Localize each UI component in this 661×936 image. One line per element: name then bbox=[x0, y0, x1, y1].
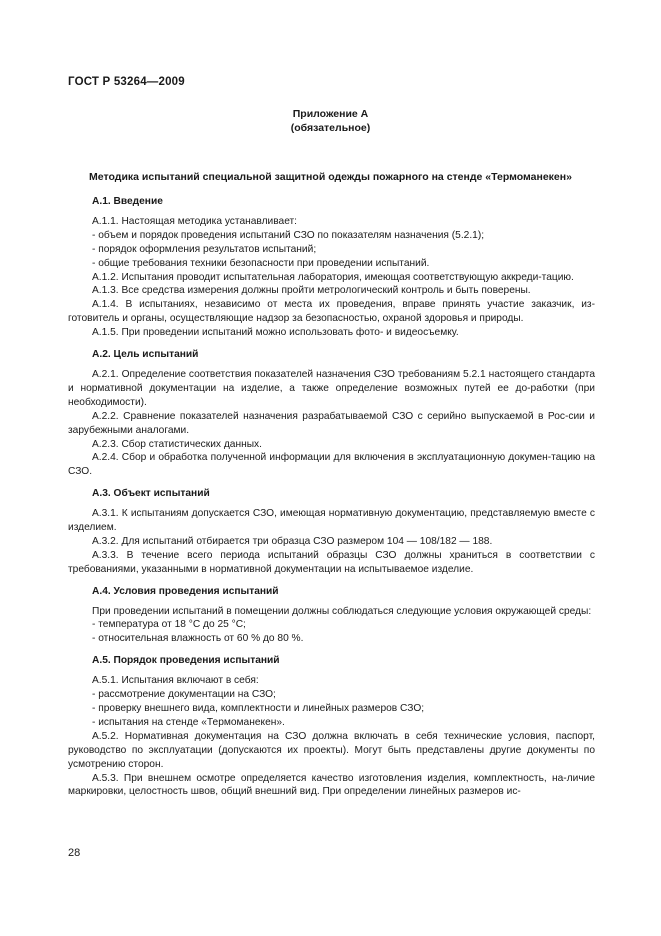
section-heading: А.3. Объект испытаний bbox=[92, 488, 210, 500]
paragraph: А.1.4. В испытаниях, независимо от места их проведения, вправе принять участие заказчик, из-готовитель и органы, осуществляющие надзор за безопасностью, охраной здоровья и природы. bbox=[68, 299, 595, 325]
paragraph: А.2.2. Сравнение показателей назначения разрабатываемой СЗО с серийно выпускаемой в Рос-сии и зарубежными аналогами. bbox=[68, 410, 595, 436]
section-a3 bbox=[68, 487, 595, 576]
paragraph: А.1.2. Испытания проводит испытательная лаборатория, имеющая соответствующую аккреди-тацию. bbox=[92, 271, 574, 283]
paragraph: А.5.3. При внешнем осмотре определяется качество изготовления изделия, комплектность, на-личие маркировки, целостность швов, общий внешний вид. При определении линейных размеров ис- bbox=[68, 772, 595, 798]
section-heading: А.5. Порядок проведения испытаний bbox=[92, 655, 280, 667]
paragraph: А.3.2. Для испытаний отбирается три образца СЗО размером 104 — 108/182 — 188. bbox=[92, 535, 493, 547]
paragraph: - температура от 18 °С до 25 °С; bbox=[92, 619, 246, 631]
paragraph: А.2.3. Сбор статистических данных. bbox=[92, 438, 262, 450]
paragraph: А.1.5. При проведении испытаний можно использовать фото- и видеосъемку. bbox=[92, 327, 459, 339]
paragraph: - проверку внешнего вида, комплектности и линейных размеров СЗО; bbox=[92, 703, 425, 714]
paragraph: А.3.3. В течение всего периода испытаний образцы СЗО должны храниться в соответствии с требованиями, указанными в нормативной документации на испытываемое изделие. bbox=[68, 549, 595, 575]
paragraph: - испытания на стенде «Термоманекен». bbox=[92, 716, 285, 728]
section-a1 bbox=[68, 195, 595, 340]
paragraph: А.2.4. Сбор и обработка полученной информации для включения в эксплуатационную докумен-тацию на СЗО. bbox=[68, 452, 595, 478]
section-a5 bbox=[68, 654, 595, 799]
paragraph: А.3.1. К испытаниям допускается СЗО, имеющая нормативную документацию, представляемую вместе с изделием. bbox=[68, 508, 595, 534]
paragraph: А.5.2. Нормативная документация на СЗО должна включать в себя технические условия, паспорт, руководство по эксплуатации (допускаются их проекты). Могут быть представлены другие документы по усмотрению сторон. bbox=[68, 730, 595, 770]
document-title: Методика испытаний специальной защитной одежды пожарного на стенде «Термоманекен» bbox=[89, 171, 572, 183]
document-body bbox=[68, 195, 595, 799]
paragraph: А.5.1. Испытания включают в себя: bbox=[92, 675, 259, 687]
paragraph: - порядок оформления результатов испытаний; bbox=[92, 243, 317, 255]
section-heading: А.1. Введение bbox=[92, 196, 163, 207]
section-a4 bbox=[68, 585, 595, 647]
paragraph: А.1.3. Все средства измерения должны пройти метрологический контроль и быть поверены. bbox=[92, 285, 531, 297]
section-a2 bbox=[68, 348, 595, 479]
appendix-status: (обязательное) bbox=[290, 122, 371, 134]
section-heading: А.4. Условия проведения испытаний bbox=[92, 585, 279, 597]
paragraph: А.1.1. Настоящая методика устанавливает: bbox=[92, 215, 298, 227]
standard-header: ГОСТ Р 53264—2009 bbox=[68, 76, 185, 88]
paragraph: - рассмотрение документации на СЗО; bbox=[92, 689, 276, 701]
paragraph: - общие требования техники безопасности при проведении испытаний. bbox=[92, 257, 430, 269]
paragraph: При проведении испытаний в помещении должны соблюдаться следующие условия окружающей среды: bbox=[92, 605, 592, 617]
paragraph: - объем и порядок проведения испытаний СЗО по показателям назначения (5.2.1); bbox=[92, 229, 485, 241]
section-heading: А.2. Цель испытаний bbox=[92, 349, 199, 361]
page-number: 28 bbox=[68, 847, 81, 859]
paragraph: А.2.1. Определение соответствия показателей назначения СЗО требованиям 5.2.1 настоящего стандарта и нормативной документации на изделие, а также определение возможных путей ее до-работки (при необходимости). bbox=[68, 368, 595, 408]
paragraph: - относительная влажность от 60 % до 80 %. bbox=[92, 633, 304, 645]
appendix-label: Приложение А bbox=[292, 108, 369, 120]
